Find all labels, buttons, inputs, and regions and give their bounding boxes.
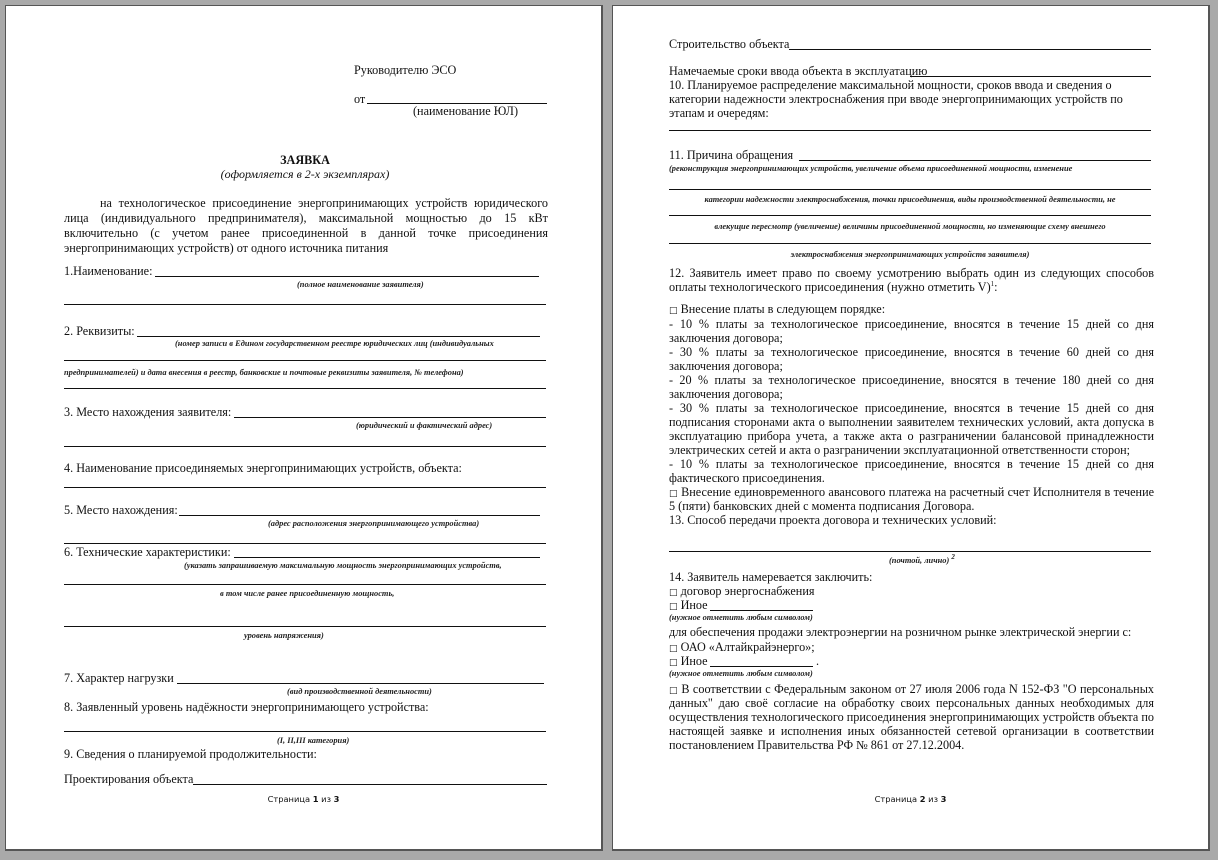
commissioning-input-line[interactable] [910, 76, 1151, 77]
checkbox-icon[interactable]: □ [669, 686, 678, 696]
footer-sep: из [928, 794, 938, 804]
construction-input-line[interactable] [789, 49, 1151, 50]
footnote-2-ref: 2 [951, 553, 955, 562]
field-14-label: 14. Заявитель намеревается заключить: [669, 570, 873, 584]
field-3-label: 3. Место нахождения заявителя: [64, 405, 232, 419]
field-9-design-label: Проектирования объекта [64, 772, 194, 786]
field-5-label: 5. Место нахождения: [64, 503, 178, 517]
field-9-label: 9. Сведения о планируемой продолжительности: [64, 747, 317, 761]
field-7-label: 7. Характер нагрузки [64, 671, 174, 685]
field-5-input-line[interactable] [179, 515, 540, 516]
field-6-hint-2: в том числе ранее присоединенную мощность, [220, 589, 395, 598]
field-5-hint: (адрес расположения энергопринимающего устройства) [268, 519, 480, 528]
field-10-line-1: 10. Планируемое распределение максимальной мощности, сроков ввода и сведения о [669, 78, 1112, 92]
installment-5-line-1: - 10 % платы за технологическое присоединение, вносятся в течение 15 дней со дня [669, 457, 1154, 471]
field-10-line-3: этапам и очередям: [669, 106, 769, 120]
field-13-hint [889, 553, 955, 566]
field-11-input-line-3[interactable] [669, 215, 1151, 216]
field-5-input-line-2[interactable] [64, 543, 546, 544]
field-1-hint: (полное наименование заявителя) [297, 280, 424, 289]
field-6-hint-1: (указать запрашиваемую максимальную мощность энергопринимающих устройств, [184, 561, 502, 570]
consent-line-1: В соответствии с Федеральным законом от 27 июля 2006 года N 152-ФЗ "О персональных [681, 682, 1154, 696]
checkbox-icon[interactable]: □ [669, 306, 678, 316]
mark-hint-1: (нужное отметить любым символом) [669, 613, 813, 622]
intro-line-3: включительно (с учетом ранее присоединенной в данной точке присоединения [64, 226, 548, 240]
footer-total-pages: 3 [940, 794, 947, 804]
field-8-input-line[interactable] [64, 731, 546, 732]
field-12-line-2-text: оплаты технологического присоединения (нужно отметить V) [669, 280, 991, 294]
retail-label: для обеспечения продажи электроэнергии на розничном рынке электрической энергии с: [669, 625, 1132, 639]
consent-line-3: осуществления технологического присоединения энергопринимающих устройств объекта по [669, 710, 1154, 724]
field-12-line-2 [669, 280, 998, 294]
footer-current-page: 2 [919, 794, 926, 804]
field-6-input-line-2[interactable] [64, 584, 546, 585]
document-subtitle: (оформляется в 2-х экземплярах) [220, 167, 390, 181]
footer-prefix: Страница [267, 794, 311, 804]
field-11-input-line[interactable] [799, 160, 1151, 161]
page-footer-2 [613, 794, 1208, 804]
payment-option-2-line-1: Внесение единовременного авансового платежа на расчетный счет Исполнителя в течение [681, 485, 1155, 499]
checkbox-icon[interactable]: □ [669, 588, 678, 598]
field-7-hint: (вид производственной деятельности) [287, 687, 432, 696]
mark-hint-2: (нужное отметить любым символом) [669, 669, 813, 678]
installment-4-line-3: эксплуатацию прибора учета, а также акта о разграничении балансовой принадлежности [669, 429, 1154, 443]
retail-option-1-label: ОАО «Алтайкрайэнерго»; [680, 640, 815, 654]
payment-option-2-line-2: 5 (пяти) банковских дней с момента подписания Договора. [669, 499, 975, 513]
field-11-hint-1: (реконструкция энергопринимающих устройств, увеличение объема присоединенной мощности, изменение [669, 164, 1073, 173]
field-10-line-2: категории надежности электроснабжения при вводе энергопринимающих устройств по [669, 92, 1123, 106]
payment-option-1-label: Внесение платы в следующем порядке: [680, 302, 886, 316]
field-2-hint-1: (номер записи в Едином государственном реестре юридических лиц (индивидуальных [175, 339, 494, 348]
footer-total-pages: 3 [333, 794, 340, 804]
installment-1-line-1: - 10 % платы за технологическое присоединение, вносятся в течение 15 дней со дня [669, 317, 1154, 331]
footer-current-page: 1 [312, 794, 319, 804]
retail-other-input-line[interactable] [710, 666, 813, 667]
installment-4-line-1: - 30 % платы за технологическое присоединение, вносятся в течение 15 дней со дня [669, 401, 1154, 415]
field-3-hint: (юридический и фактический адрес) [356, 421, 493, 430]
field-1-input-line-2[interactable] [64, 304, 546, 305]
installment-2-line-1: - 30 % платы за технологическое присоединение, вносятся в течение 60 дней со дня [669, 345, 1154, 359]
field-13-input-line[interactable] [669, 551, 1151, 552]
checkbox-icon[interactable]: □ [669, 658, 678, 668]
installment-2-line-2: заключения договора; [669, 359, 783, 373]
field-10-input-line[interactable] [669, 130, 1151, 131]
field-11-hint-3: влекущие пересмотр (увеличение) величины присоединенной мощности, но изменяющие схему внешнего [714, 222, 1106, 231]
field-3-input-line-2[interactable] [64, 446, 546, 447]
field-11-label: 11. Причина обращения [669, 148, 794, 162]
field-4-input-line[interactable] [64, 487, 546, 488]
field-7-input-line[interactable] [177, 683, 544, 684]
retail-option-2-end: . [816, 654, 820, 668]
f14-option-2[interactable] [669, 598, 708, 614]
addressee: Руководителю ЭСО [354, 63, 457, 77]
field-11-input-line-2[interactable] [669, 189, 1151, 190]
document-page-2 [612, 5, 1210, 851]
from-prefix: от [354, 92, 366, 106]
field-12-line-1: 12. Заявитель имеет право по своему усмотрению выбрать один из следующих способов [669, 266, 1154, 280]
f14-option-1-label: договор энергоснабжения [680, 584, 815, 598]
consent-line-2: данных" даю своё согласие на обработку своих персональных данных необходимых для [669, 696, 1154, 710]
page-footer-1 [6, 794, 601, 804]
installment-3-line-2: заключения договора; [669, 387, 783, 401]
installment-5-line-2: фактического присоединения. [669, 471, 825, 485]
construction-label: Строительство объекта [669, 37, 790, 51]
document-title: ЗАЯВКА [280, 153, 330, 167]
field-8-label: 8. Заявленный уровень надёжности энергопринимающего устройства: [64, 700, 429, 714]
field-11-hint-2: категории надежности электроснабжения, точки присоединения, виды производственной деятельности, не [704, 195, 1116, 204]
from-caption: (наименование ЮЛ) [413, 104, 518, 118]
installment-4-line-2: подписания сторонами акта о выполнении заявителем технических условий, акта допуска в [669, 415, 1154, 429]
payment-option-1[interactable] [669, 302, 885, 318]
intro-line-4: энергопринимающих устройств) от одного источника питания [64, 241, 389, 255]
field-8-hint: (I, II,III категория) [277, 736, 350, 745]
field-2-input-line-2[interactable] [64, 360, 546, 361]
field-1-input-line[interactable] [155, 276, 539, 277]
retail-option-2[interactable] [669, 654, 708, 670]
retail-option-2-label: Иное [680, 654, 708, 668]
field-3-input-line[interactable] [234, 417, 546, 418]
consent-line-5: постановлением Правительства РФ № 861 от 27.12.2004. [669, 738, 965, 752]
checkbox-icon[interactable]: □ [669, 489, 678, 499]
field-4-label: 4. Наименование присоединяемых энергопринимающих устройств, объекта: [64, 461, 462, 475]
consent-line-4: настоящей заявке и исполнения иных обязанностей сетевой организации в соответствии [669, 724, 1154, 738]
field-6-label: 6. Технические характеристики: [64, 545, 231, 559]
field-6-input-line[interactable] [234, 557, 540, 558]
field-2-input-line-3[interactable] [64, 388, 546, 389]
intro-line-1: на технологическое присоединение энергопринимающих устройств юридического [100, 196, 548, 210]
document-page-1 [5, 5, 603, 851]
field-12-colon: : [994, 280, 998, 294]
footer-prefix: Страница [874, 794, 918, 804]
footnote-1-ref: 1 [990, 279, 995, 288]
field-13-label: 13. Способ передачи проекта договора и технических условий: [669, 513, 997, 527]
field-9-design-input-line[interactable] [193, 784, 547, 785]
installment-4-line-4: электрических сетей и акта о разграничении эксплуатационной ответственности сторон; [669, 443, 1131, 457]
checkbox-icon[interactable]: □ [669, 602, 678, 612]
field-6-hint-3: уровень напряжения) [244, 631, 324, 640]
field-6-input-line-3[interactable] [64, 626, 546, 627]
field-11-input-line-4[interactable] [669, 243, 1151, 244]
field-2-label: 2. Реквизиты: [64, 324, 135, 338]
installment-3-line-1: - 20 % платы за технологическое присоединение, вносятся в течение 180 дней со дня [669, 373, 1154, 387]
f14-other-input-line[interactable] [710, 610, 813, 611]
field-13-hint-text: (почтой, лично) [889, 556, 950, 565]
field-11-hint-4: электроснабжения энергопринимающих устройств заявителя) [790, 250, 1030, 259]
f14-option-2-label: Иное [680, 598, 708, 612]
field-1-label: 1.Наименование: [64, 264, 153, 278]
intro-line-2: лица (индивидуального предпринимателя), максимальной мощностью до 15 кВт [64, 211, 548, 225]
field-2-input-line[interactable] [137, 336, 540, 337]
checkbox-icon[interactable]: □ [669, 644, 678, 654]
footer-sep: из [321, 794, 331, 804]
field-2-hint-2: предпринимателей) и дата внесения в реестр, банковские и почтовые реквизиты заявителя, № телефона) [64, 368, 464, 377]
installment-1-line-2: заключения договора; [669, 331, 783, 345]
commissioning-label: Намечаемые сроки ввода объекта в эксплуатацию [669, 64, 928, 78]
